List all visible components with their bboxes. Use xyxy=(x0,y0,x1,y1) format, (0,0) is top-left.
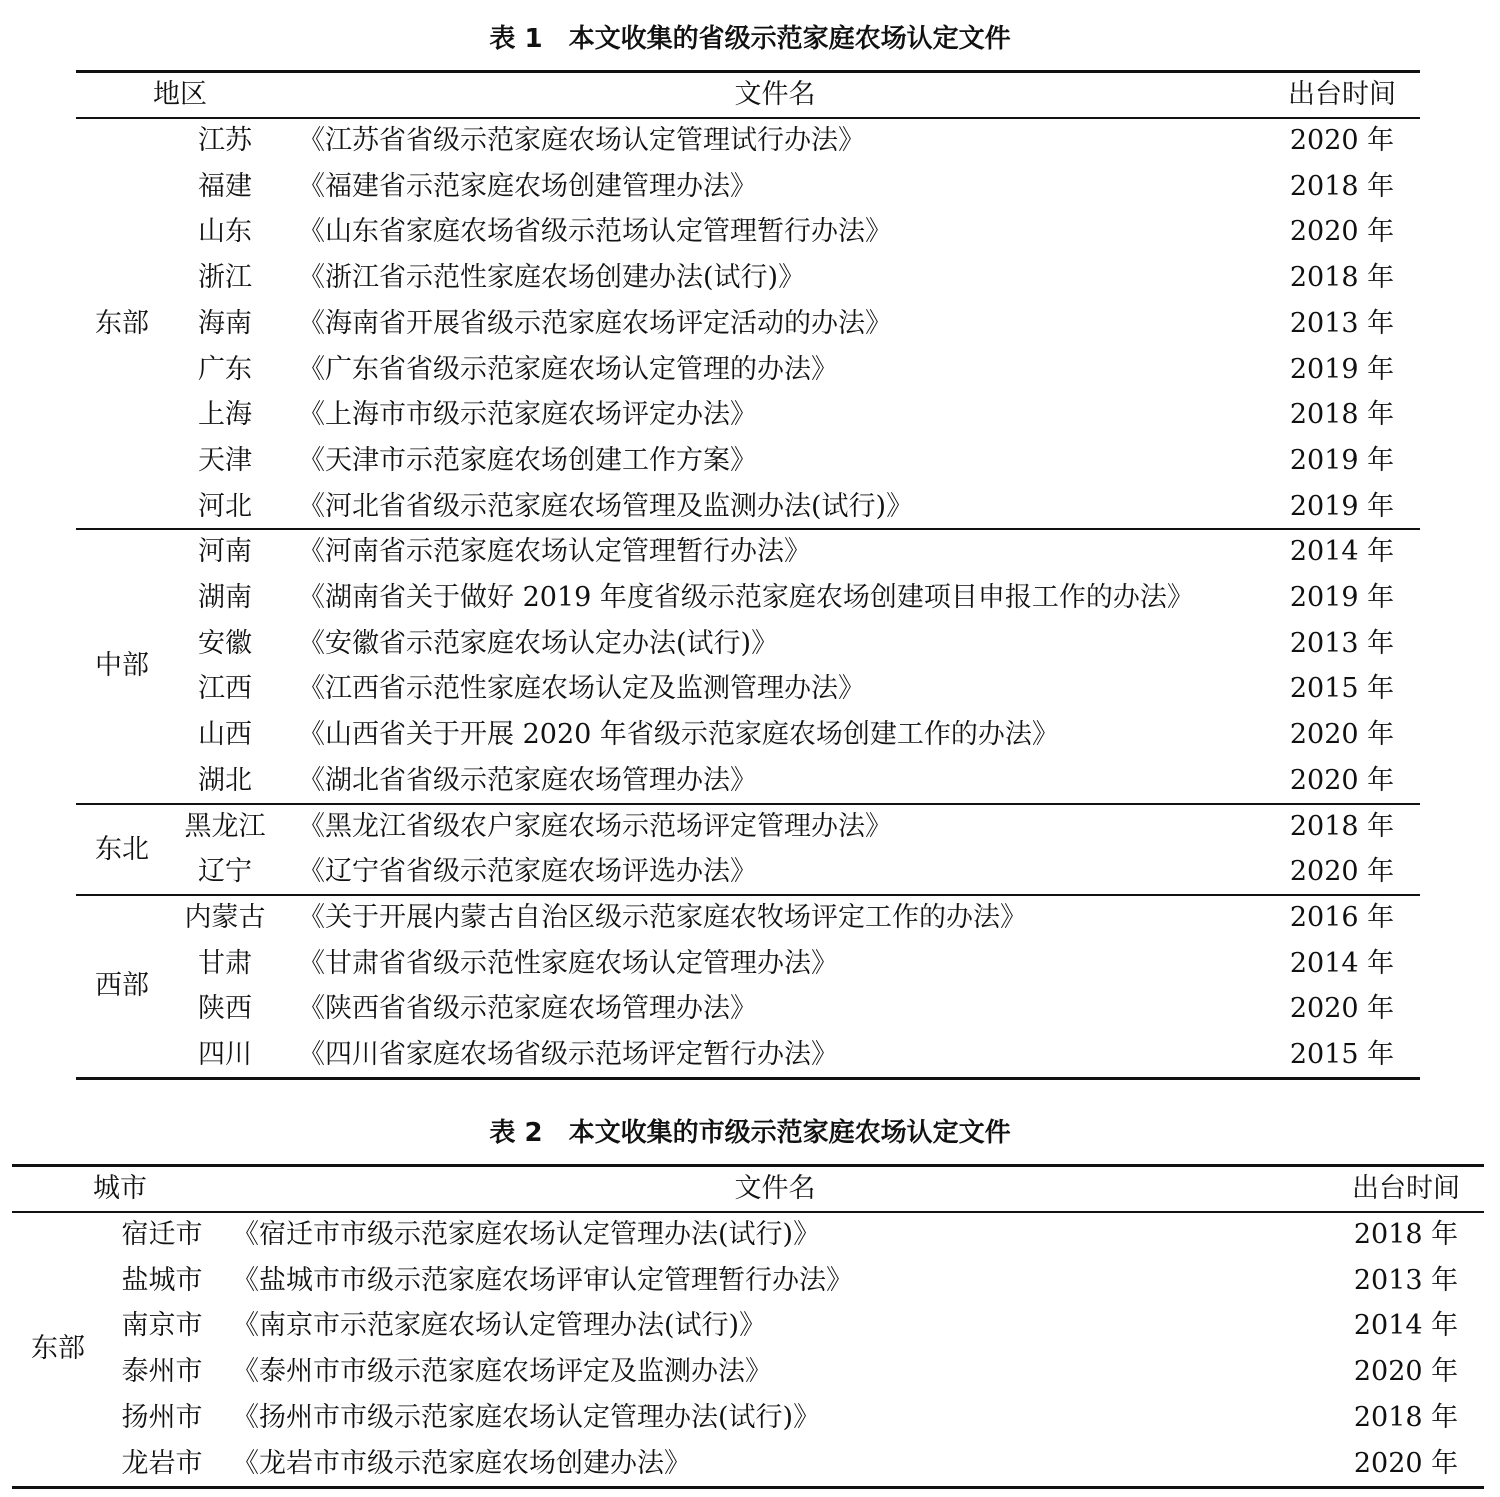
table1-doc-cell: 《辽宁省省级示范家庭农场评选办法》 xyxy=(298,856,757,888)
table1-region-cell: 中部 xyxy=(95,650,149,682)
table1-province-cell: 河北 xyxy=(198,490,252,522)
table1-doc-cell: 《江西省示范性家庭农场认定及监测管理办法》 xyxy=(298,673,865,705)
table1-year-cell: 2019 年 xyxy=(1289,444,1395,476)
table1-region-cell: 东北 xyxy=(95,833,149,865)
table1-year-cell: 2018 年 xyxy=(1289,810,1395,842)
table1-region-cell: 东部 xyxy=(95,308,149,339)
table1-doc-cell: 《黑龙江省级农户家庭农场示范场评定管理办法》 xyxy=(298,810,892,842)
table1-year-cell: 2015 年 xyxy=(1289,1039,1395,1070)
table2-city-cell: 南京市 xyxy=(121,1310,203,1342)
table2-doc-cell: 《龙岩市市级示范家庭农场创建办法》 xyxy=(232,1447,691,1479)
table1-doc-cell: 《天津市示范家庭农场创建工作方案》 xyxy=(298,444,757,476)
table2-year-cell: 2020 年 xyxy=(1353,1447,1459,1479)
table1-header-region: 地区 xyxy=(153,79,207,110)
table1-doc-cell: 《湖南省关于做好 2019 年度省级示范家庭农场创建项目申报工作的办法》 xyxy=(298,582,1194,613)
table2-year-cell: 2020 年 xyxy=(1353,1356,1459,1388)
table1-year-cell: 2013 年 xyxy=(1289,627,1395,659)
table2-header-time: 出台时间 xyxy=(1352,1173,1460,1204)
table2-city-cell: 龙岩市 xyxy=(121,1447,203,1479)
table1-region-cell: 西部 xyxy=(95,969,149,1001)
table1-year-cell: 2020 年 xyxy=(1289,993,1395,1025)
table1-province-cell: 福建 xyxy=(198,170,252,202)
table1-doc-cell: 《甘肃省省级示范性家庭农场认定管理办法》 xyxy=(298,947,838,979)
table1-doc-cell: 《陕西省省级示范家庭农场管理办法》 xyxy=(298,993,757,1025)
table1-doc-cell: 《山西省关于开展 2020 年省级示范家庭农场创建工作的办法》 xyxy=(298,719,1059,751)
table1-year-cell: 2018 年 xyxy=(1289,399,1395,431)
table1-doc-cell: 《湖北省省级示范家庭农场管理办法》 xyxy=(298,764,757,796)
table1-doc-cell: 《江苏省省级示范家庭农场认定管理试行办法》 xyxy=(298,125,865,156)
table1-province-cell: 内蒙古 xyxy=(184,901,266,933)
table1-caption xyxy=(0,22,1500,56)
table1-doc-cell: 《安徽省示范家庭农场认定办法(试行)》 xyxy=(298,627,779,659)
table1-province-cell: 山东 xyxy=(198,216,252,248)
table1-doc-cell: 《山东省家庭农场省级示范场认定管理暂行办法》 xyxy=(298,216,892,248)
table1-doc-cell: 《福建省示范家庭农场创建管理办法》 xyxy=(298,170,757,202)
table2-region-cell: 东部 xyxy=(31,1333,85,1364)
table2-caption xyxy=(0,1116,1500,1150)
table1-year-cell: 2020 年 xyxy=(1289,125,1395,156)
table1-province-cell: 浙江 xyxy=(198,262,252,294)
table1-doc-cell: 《河南省示范家庭农场认定管理暂行办法》 xyxy=(298,536,811,568)
table2-city-cell: 泰州市 xyxy=(121,1356,203,1388)
table2-city-cell: 扬州市 xyxy=(121,1401,203,1433)
table1-year-cell: 2018 年 xyxy=(1289,170,1395,202)
table1-doc-cell: 《上海市市级示范家庭农场评定办法》 xyxy=(298,399,757,431)
table1-province-cell: 上海 xyxy=(198,399,252,431)
table1-caption-text: 本文收集的省级示范家庭农场认定文件 xyxy=(568,24,1011,54)
table1-year-cell: 2014 年 xyxy=(1289,536,1395,568)
table1-province-cell: 辽宁 xyxy=(198,856,252,888)
table2-year-cell: 2013 年 xyxy=(1353,1264,1459,1296)
table2-year-cell: 2014 年 xyxy=(1353,1310,1459,1342)
table1-doc-cell: 《河北省省级示范家庭农场管理及监测办法(试行)》 xyxy=(298,490,914,522)
table1-province-cell: 江西 xyxy=(198,673,252,705)
table2-city-cell: 盐城市 xyxy=(121,1264,203,1296)
table2-header-city: 城市 xyxy=(93,1173,147,1204)
table1-province-cell: 四川 xyxy=(198,1039,252,1070)
table1-year-cell: 2018 年 xyxy=(1289,262,1395,294)
table1-province-cell: 天津 xyxy=(198,444,252,476)
table2-doc-cell: 《南京市示范家庭农场认定管理办法(试行)》 xyxy=(232,1310,767,1342)
table1-doc-cell: 《浙江省示范性家庭农场创建办法(试行)》 xyxy=(298,262,806,294)
table1-province-cell: 海南 xyxy=(198,307,252,339)
table1-year-cell: 2020 年 xyxy=(1289,216,1395,248)
table1-year-cell: 2019 年 xyxy=(1289,490,1395,522)
table2-doc-cell: 《宿迁市市级示范家庭农场认定管理办法(试行)》 xyxy=(232,1219,821,1250)
table1-province-cell: 安徽 xyxy=(198,627,252,659)
table1-province-cell: 湖北 xyxy=(198,764,252,796)
table1-province-cell: 河南 xyxy=(198,536,252,568)
table1-doc-cell: 《四川省家庭农场省级示范场评定暂行办法》 xyxy=(298,1039,838,1070)
table1-header-time: 出台时间 xyxy=(1288,79,1396,110)
table2-doc-cell: 《扬州市市级示范家庭农场认定管理办法(试行)》 xyxy=(232,1401,821,1433)
table1-caption-number: 表 1 xyxy=(489,24,543,54)
table1-doc-cell: 《广东省省级示范家庭农场认定管理的办法》 xyxy=(298,353,838,385)
table2-year-cell: 2018 年 xyxy=(1353,1219,1459,1250)
table1-province-cell: 陕西 xyxy=(198,993,252,1025)
table1-year-cell: 2019 年 xyxy=(1289,353,1395,385)
table2-city-cell: 宿迁市 xyxy=(121,1219,203,1250)
table1-doc-cell: 《海南省开展省级示范家庭农场评定活动的办法》 xyxy=(298,307,892,339)
table2-year-cell: 2018 年 xyxy=(1353,1401,1459,1433)
table2-bottom-rule xyxy=(12,1486,1484,1489)
table1-province-cell: 广东 xyxy=(198,353,252,385)
table1-province-cell: 江苏 xyxy=(198,125,252,156)
table1-header-doc: 文件名 xyxy=(734,79,816,110)
table1-province-cell: 黑龙江 xyxy=(184,810,266,842)
table2-doc-cell: 《盐城市市级示范家庭农场评审认定管理暂行办法》 xyxy=(232,1264,853,1296)
table1-year-cell: 2014 年 xyxy=(1289,947,1395,979)
table1-province-cell: 湖南 xyxy=(198,582,252,613)
table1-doc-cell: 《关于开展内蒙古自治区级示范家庭农牧场评定工作的办法》 xyxy=(298,901,1027,933)
table2-caption-text: 本文收集的市级示范家庭农场认定文件 xyxy=(568,1118,1011,1148)
table1-year-cell: 2020 年 xyxy=(1289,856,1395,888)
table1-year-cell: 2019 年 xyxy=(1289,582,1395,613)
table2-caption-number: 表 2 xyxy=(489,1118,543,1148)
table1-province-cell: 甘肃 xyxy=(198,947,252,979)
table1-province-cell: 山西 xyxy=(198,719,252,751)
table1-year-cell: 2020 年 xyxy=(1289,719,1395,751)
table1-year-cell: 2016 年 xyxy=(1289,901,1395,933)
table1-year-cell: 2020 年 xyxy=(1289,764,1395,796)
table1-year-cell: 2015 年 xyxy=(1289,673,1395,705)
table2-header-doc: 文件名 xyxy=(734,1173,816,1204)
table1-year-cell: 2013 年 xyxy=(1289,307,1395,339)
table1-bottom-rule xyxy=(76,1077,1420,1080)
table2-doc-cell: 《泰州市市级示范家庭农场评定及监测办法》 xyxy=(232,1356,772,1388)
